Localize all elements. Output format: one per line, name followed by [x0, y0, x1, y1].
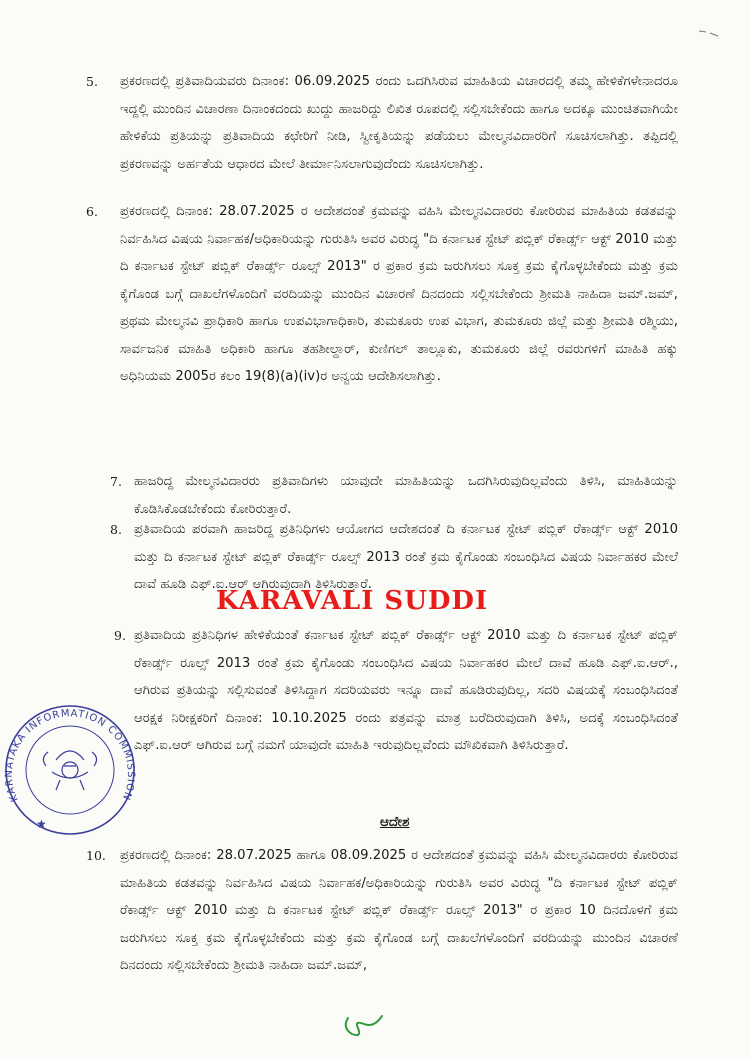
paragraph-text: ಪ್ರಕರಣದಲ್ಲಿ ದಿನಾಂಕ: 28.07.2025 ರ ಆದೇಶದಂತೆ ಕ್ರಮವನ್ನು ವಹಿಸಿ ಮೇಲ್ಮನವಿದಾರರು ಕೋರಿರುವ ಮಾಹಿತಿಯ ಕಡತವನ್ನು ನಿರ್ವಹಿಸಿದ ವಿಷಯ ನಿರ್ವಾಹಕ/ಅಧಿಕಾರಿಯನ್ನು ಗುರುತಿಸಿ ಅವರ ವಿರುದ್ಧ "ದಿ ಕರ್ನಾಟಕ ಸ್ಟೇಟ್ ಪಬ್ಲಿಕ್ ರೆಕಾರ್ಡ್ಸ್ ಆಕ್ಟ್ 2010 ಮತ್ತು ದಿ ಕರ್ನಾಟಕ ಸ್ಟೇಟ್ ಪಬ್ಲಿಕ್ ರೆಕಾರ್ಡ್ಸ್ ರೂಲ್ಸ್ 2013" ರ ಪ್ರಕಾರ ಕ್ರಮ ಜರುಗಿಸಲು ಸೂಕ್ತ ಕ್ರಮ ಕೈಗೊಳ್ಳಬೇಕೆಂದು ಮತ್ತು ಕ್ರಮ ಕೈಗೊಂಡ ಬಗ್ಗೆ ದಾಖಲೆಗಳೊಂದಿಗೆ ವರದಿಯನ್ನು ಮುಂದಿನ ವಿಚಾರಣೆ ದಿನದಂದು ಸಲ್ಲಿಸಬೇಕೆಂದು ಶ್ರೀಮತಿ ನಾಹಿದಾ ಜಮ್.ಜಮ್, ಪ್ರಥಮ ಮೇಲ್ಮನವಿ ಪ್ರಾಧಿಕಾರಿ ಹಾಗೂ ಉಪವಿಭಾಗಾಧಿಕಾರಿ, ತುಮಕೂರು ಉಪ ವಿಭಾಗ, ತುಮಕೂರು ಜಿಲ್ಲೆ ಮತ್ತು ಶ್ರೀಮತಿ ರಶ್ಮಿಯು, ಸಾರ್ವಜನಿಕ ಮಾಹಿತಿ ಅಧಿಕಾರಿ ಹಾಗೂ ತಹಶೀಲ್ದಾರ್, ಕುಣಿಗಲ್ ತಾಲ್ಲೂಕು, ತುಮಕೂರು ಜಿಲ್ಲೆ ರವರುಗಳಿಗೆ ಮಾಹಿತಿ ಹಕ್ಕು ಅಧಿನಿಯಮ 2005ರ ಕಲಂ 19(8)(a)(iv)ರ ಅನ್ವಯ ಆದೇಶಿಸಲಾಗಿತ್ತು.	[120, 204, 678, 384]
seal-text: KARNATAKA INFORMATION COMMISSION	[3, 708, 137, 804]
paragraph-number: 10.	[86, 848, 106, 863]
star-icon: ★	[36, 817, 47, 831]
paragraph-number: 7.	[110, 474, 122, 489]
paragraph-number: 6.	[86, 204, 98, 219]
paragraph-number: 8.	[110, 522, 122, 537]
svg-text:KARNATAKA INFORMATION COMMISSI	[4, 708, 136, 803]
paragraph-text: ಹಾಜರಿದ್ದ ಮೇಲ್ಮನವಿದಾರರು ಪ್ರತಿವಾದಿಗಳು ಯಾವುದೇ ಮಾಹಿತಿಯನ್ನು ಒದಗಿಸಿರುವುದಿಲ್ಲವೆಂದು ತಿಳಿಸಿ, ಮಾಹಿತಿಯನ್ನು ಕೊಡಿಸಿಕೊಡಬೇಕೆಂದು ಕೋರಿರುತ್ತಾರೆ.	[134, 474, 678, 517]
paragraph-7	[98, 468, 678, 523]
commission-seal-stamp	[0, 700, 140, 840]
handwritten-initial-signature	[338, 1010, 388, 1044]
paragraph-number: 9.	[114, 628, 126, 643]
corner-scribble-mark	[698, 28, 720, 38]
watermark-text: KARAVALI SUDDI	[216, 586, 489, 616]
paragraph-5	[86, 68, 678, 178]
paragraph-text: ಪ್ರಕರಣದಲ್ಲಿ ದಿನಾಂಕ: 28.07.2025 ಹಾಗೂ 08.09.2025 ರ ಆದೇಶದಂತೆ ಕ್ರಮವನ್ನು ವಹಿಸಿ ಮೇಲ್ಮನವಿದಾರರು ಕೋರಿರುವ ಮಾಹಿತಿಯ ಕಡತವನ್ನು ನಿರ್ವಹಿಸಿದ ವಿಷಯ ನಿರ್ವಾಹಕ/ಅಧಿಕಾರಿಯನ್ನು ಗುರುತಿಸಿ ಅವರ ವಿರುದ್ಧ "ದಿ ಕರ್ನಾಟಕ ಸ್ಟೇಟ್ ಪಬ್ಲಿಕ್ ರೆಕಾರ್ಡ್ಸ್ ಆಕ್ಟ್ 2010 ಮತ್ತು ದಿ ಕರ್ನಾಟಕ ಸ್ಟೇಟ್ ಪಬ್ಲಿಕ್ ರೆಕಾರ್ಡ್ಸ್ ರೂಲ್ಸ್ 2013" ರ ಪ್ರಕಾರ 10 ದಿನದೊಳಗೆ ಕ್ರಮ ಜರುಗಿಸಲು ಸೂಕ್ತ ಕ್ರಮ ಕೈಗೊಳ್ಳಬೇಕೆಂದು ಮತ್ತು ಕ್ರಮ ಕೈಗೊಂಡ ಬಗ್ಗೆ ದಾಖಲೆಗಳೊಂದಿಗೆ ವರದಿಯನ್ನು ಮುಂದಿನ ವಿಚಾರಣೆ ದಿನದಂದು ಸಲ್ಲಿಸಬೇಕೆಂದು ಶ್ರೀಮತಿ ನಾಹಿದಾ ಜಮ್.ಜಮ್,	[120, 848, 678, 973]
paragraph-text: ಪ್ರಕರಣದಲ್ಲಿ ಪ್ರತಿವಾದಿಯವರು ದಿನಾಂಕ: 06.09.2025 ರಂದು ಒದಗಿಸಿರುವ ಮಾಹಿತಿಯ ವಿಚಾರದಲ್ಲಿ ತಮ್ಮ ಹೇಳಿಕೆಗಳೇನಾದರೂ ಇದ್ದಲ್ಲಿ ಮುಂದಿನ ವಿಚಾರಣಾ ದಿನಾಂಕದಂದು ಖುದ್ದು ಹಾಜರಿದ್ದು ಲಿಖಿತ ರೂಪದಲ್ಲಿ ಸಲ್ಲಿಸಬೇಕೆಂದು ಹಾಗೂ ಅದಕ್ಕೂ ಮುಂಚಿತವಾಗಿಯೇ ಹೇಳಿಕೆಯ ಪ್ರತಿಯನ್ನು ಪ್ರತಿವಾದಿಯ ಕಛೇರಿಗೆ ನೀಡಿ, ಸ್ವೀಕೃತಿಯನ್ನು ಪಡೆಯಲು ಮೇಲ್ಮನವಿದಾರರಿಗೆ ಸೂಚಿಸಲಾಗಿತ್ತು. ತಪ್ಪಿದಲ್ಲಿ ಪ್ರಕರಣವನ್ನು ಅರ್ಹತೆಯ ಆಧಾರದ ಮೇಲೆ ತೀರ್ಮಾನಿಸಲಾಗುವುದೆಂದು ಸೂಚಿಸಲಾಗಿತ್ತು.	[120, 74, 678, 172]
emblem-icon	[43, 751, 96, 790]
order-heading: ಆದೇಶ	[380, 814, 410, 830]
paragraph-number: 5.	[86, 74, 98, 89]
paragraph-10	[86, 842, 678, 980]
paragraph-text: ಪ್ರತಿವಾದಿಯ ಪರವಾಗಿ ಹಾಜರಿದ್ದ ಪ್ರತಿನಿಧಿಗಳು ಆಯೋಗದ ಆದೇಶದಂತೆ ದಿ ಕರ್ನಾಟಕ ಸ್ಟೇಟ್ ಪಬ್ಲಿಕ್ ರೆಕಾರ್ಡ್ಸ್ ಆಕ್ಟ್ 2010 ಮತ್ತು ದಿ ಕರ್ನಾಟಕ ಸ್ಟೇಟ್ ಪಬ್ಲಿಕ್ ರೆಕಾರ್ಡ್ಸ್ ರೂಲ್ಸ್ 2013 ರಂತೆ ಕ್ರಮ ಕೈಗೊಂಡು ಸಂಬಂಧಿಸಿದ ವಿಷಯ ನಿರ್ವಾಹಕರ ಮೇಲೆ ದಾವೆ ಹೂಡಿ ಎಫ್.ಐ.ಆರ್ ಆಗಿರುವುದಾಗಿ ತಿಳಿಸಿರುತ್ತಾರೆ.	[134, 522, 678, 592]
paragraph-6	[86, 198, 678, 391]
paragraph-text: ಪ್ರತಿವಾದಿಯ ಪ್ರತಿನಿಧಿಗಳ ಹೇಳಿಕೆಯಂತೆ ಕರ್ನಾಟಕ ಸ್ಟೇಟ್ ಪಬ್ಲಿಕ್ ರೆಕಾರ್ಡ್ಸ್ ಆಕ್ಟ್ 2010 ಮತ್ತು ದಿ ಕರ್ನಾಟಕ ಸ್ಟೇಟ್ ಪಬ್ಲಿಕ್ ರೆಕಾರ್ಡ್ಸ್ ರೂಲ್ಸ್ 2013 ರಂತೆ ಕ್ರಮ ಕೈಗೊಂಡು ಸಂಬಂಧಿಸಿದ ವಿಷಯ ನಿರ್ವಾಹಕರ ಮೇಲೆ ದಾವೆ ಹೂಡಿ ಎಫ್.ಐ.ಆರ್., ಆಗಿರುವ ಪ್ರತಿಯನ್ನು ಸಲ್ಲಿಸುವಂತೆ ತಿಳಿಸಿದ್ದಾಗ ಸದರಿಯವರು ಇನ್ನೂ ದಾವೆ ಹೂಡಿರುವುದಿಲ್ಲ, ಸದರಿ ವಿಷಯಕ್ಕೆ ಸಂಬಂಧಿಸಿದಂತೆ ಆರಕ್ಷಕ ನಿರೀಕ್ಷಕರಿಗೆ ದಿನಾಂಕ: 10.10.2025 ರಂದು ಪತ್ರವನ್ನು ಮಾತ್ರ ಬರೆದಿರುವುದಾಗಿ ತಿಳಿಸಿ, ಅದಕ್ಕೆ ಸಂಬಂಧಿಸಿದಂತೆ ಎಫ್.ಐ.ಆರ್ ಆಗಿರುವ ಬಗ್ಗೆ ನಮಗೆ ಯಾವುದೇ ಮಾಹಿತಿ ಇರುವುದಿಲ್ಲವೆಂದು ಮೌಖಿಕವಾಗಿ ತಿಳಿಸಿರುತ್ತಾರೆ.	[134, 628, 678, 753]
paragraph-9	[98, 622, 678, 760]
